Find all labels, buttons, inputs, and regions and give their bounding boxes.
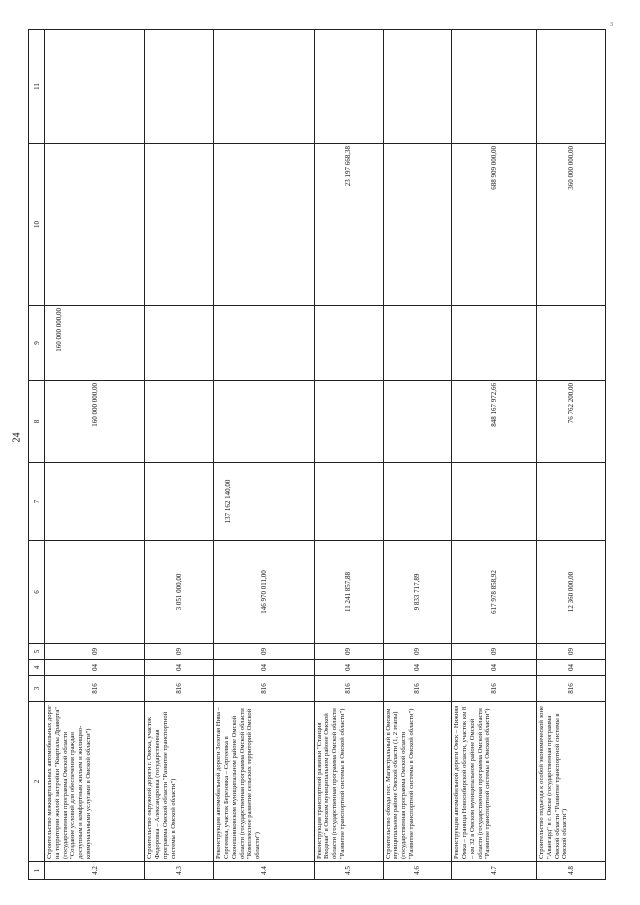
cell-col3: 816 bbox=[383, 676, 452, 702]
cell-col6: 3 051 000,00 bbox=[145, 541, 214, 644]
row-number: 4.7 bbox=[452, 862, 537, 880]
cell-col11 bbox=[452, 30, 537, 144]
row-number: 4.2 bbox=[45, 862, 145, 880]
column-header: 6 bbox=[29, 541, 45, 644]
cell-col5: 09 bbox=[145, 644, 214, 660]
page-number: 24 bbox=[11, 432, 23, 443]
cell-col11 bbox=[214, 30, 314, 144]
column-header: 3 bbox=[29, 676, 45, 702]
row-number: 4.8 bbox=[537, 862, 606, 880]
cell-col7 bbox=[314, 463, 383, 541]
row-description: Реконструкция транспортной развязки "Станция Входная" в Омском муниципальном районе Омской области (государственная программа Омской области "Развитие транспортной системы в Омской области") bbox=[314, 702, 383, 862]
cell-col8: 848 167 972,66 bbox=[452, 381, 537, 463]
table-row bbox=[452, 30, 537, 880]
table-row bbox=[45, 30, 145, 880]
column-header: 1 bbox=[29, 862, 45, 880]
cell-col5: 09 bbox=[45, 644, 145, 660]
row-number: 4.5 bbox=[314, 862, 383, 880]
cell-col7 bbox=[45, 463, 145, 541]
cell-col5: 09 bbox=[383, 644, 452, 660]
cell-col3: 816 bbox=[452, 676, 537, 702]
cell-col5: 09 bbox=[214, 644, 314, 660]
cell-col6: 9 833 717,89 bbox=[383, 541, 452, 644]
table-row bbox=[145, 30, 214, 880]
cell-col7 bbox=[145, 463, 214, 541]
row-description: Строительство окружной дороги г. Омска, участок Федоровка – Александровка (государственная программа Омской области "Развитие транспортной системы в Омской области") bbox=[145, 702, 214, 862]
cell-col3: 816 bbox=[45, 676, 145, 702]
cell-col9 bbox=[314, 306, 383, 381]
budget-table bbox=[28, 29, 606, 880]
cell-col8 bbox=[314, 381, 383, 463]
row-number: 4.3 bbox=[145, 862, 214, 880]
cell-col8 bbox=[383, 381, 452, 463]
column-header: 4 bbox=[29, 660, 45, 676]
cell-col3: 816 bbox=[537, 676, 606, 702]
cell-col11 bbox=[145, 30, 214, 144]
table-row bbox=[214, 30, 314, 880]
cell-col4: 04 bbox=[214, 660, 314, 676]
cell-col8: 160 000 000,00 bbox=[45, 381, 145, 463]
column-header: 9 bbox=[29, 306, 45, 381]
column-header: 8 bbox=[29, 381, 45, 463]
table-header-row bbox=[29, 30, 45, 880]
cell-col8 bbox=[145, 381, 214, 463]
cell-col5: 09 bbox=[452, 644, 537, 660]
cell-col7 bbox=[383, 463, 452, 541]
cell-col9: 160 000 000,00 bbox=[45, 306, 145, 381]
row-description: Реконструкция автомобильной дороги Золотая Нива – Сергеевка, участок Березовка – Сергеевка в Оконешниковском муниципальном районе Омской области (государственная программа Омской области "Комплексное развитие сельских территорий Омской области") bbox=[214, 702, 314, 862]
table-row bbox=[537, 30, 606, 880]
row-description: Реконструкция автомобильной дороги Омск – Нижняя Омка – граница Новосибирской области, участок км 8 – км 32 в Омском муниципальном районе Омской области (государственная программа Омской области "Развитие транспортной системы в Омской области") bbox=[452, 702, 537, 862]
cell-col6: 11 241 857,88 bbox=[314, 541, 383, 644]
column-header: 5 bbox=[29, 644, 45, 660]
cell-col4: 04 bbox=[314, 660, 383, 676]
cell-col6: 12 360 000,00 bbox=[537, 541, 606, 644]
cell-col5: 09 bbox=[537, 644, 606, 660]
cell-col10 bbox=[214, 144, 314, 306]
row-description: Строительство подъезда к особой экономической зоне "Авангард" в г. Омске (государственная программа Омской области "Развитие транспортной системы в Омской области") bbox=[537, 702, 606, 862]
column-header: 7 bbox=[29, 463, 45, 541]
cell-col8: 76 762 200,00 bbox=[537, 381, 606, 463]
corner-mark: 3 bbox=[610, 22, 613, 28]
cell-col3: 816 bbox=[314, 676, 383, 702]
cell-col11 bbox=[45, 30, 145, 144]
column-header: 2 bbox=[29, 702, 45, 862]
table-row bbox=[314, 30, 383, 880]
table-row bbox=[383, 30, 452, 880]
cell-col11 bbox=[537, 30, 606, 144]
cell-col4: 04 bbox=[145, 660, 214, 676]
cell-col9 bbox=[452, 306, 537, 381]
column-header: 10 bbox=[29, 144, 45, 306]
cell-col10: 688 909 000,00 bbox=[452, 144, 537, 306]
cell-col10: 23 197 668,38 bbox=[314, 144, 383, 306]
cell-col9 bbox=[145, 306, 214, 381]
cell-col9 bbox=[383, 306, 452, 381]
row-number: 4.6 bbox=[383, 862, 452, 880]
cell-col7: 137 162 140,00 bbox=[214, 463, 314, 541]
cell-col10: 360 000 000,00 bbox=[537, 144, 606, 306]
cell-col11 bbox=[314, 30, 383, 144]
cell-col9 bbox=[214, 306, 314, 381]
cell-col7 bbox=[452, 463, 537, 541]
cell-col10 bbox=[145, 144, 214, 306]
cell-col11 bbox=[383, 30, 452, 144]
cell-col4: 04 bbox=[452, 660, 537, 676]
cell-col6 bbox=[45, 541, 145, 644]
cell-col8 bbox=[214, 381, 314, 463]
cell-col4: 04 bbox=[383, 660, 452, 676]
rotated-table-container bbox=[28, 30, 606, 880]
cell-col10 bbox=[45, 144, 145, 306]
row-description: Строительство межквартальных автомобильных дорог на территории жилой застройки "Кварталы Драверта" (государственная программа Омской области "Создание условий для обеспечения граждан доступным и комфортным жильем и жилищно-коммунальными услугами в Омской области") bbox=[45, 702, 145, 862]
column-header: 11 bbox=[29, 30, 45, 144]
cell-col5: 09 bbox=[314, 644, 383, 660]
cell-col10 bbox=[383, 144, 452, 306]
cell-col6: 617 978 858,92 bbox=[452, 541, 537, 644]
row-description: Строительство обхода пос. Магистральный в Омском муниципальном районе Омской области (1, 2 этапы) (государственная программа Омской области "Развитие транспортной системы в Омской области") bbox=[383, 702, 452, 862]
row-number: 4.4 bbox=[214, 862, 314, 880]
cell-col3: 816 bbox=[214, 676, 314, 702]
cell-col6: 146 970 011,00 bbox=[214, 541, 314, 644]
cell-col9 bbox=[537, 306, 606, 381]
cell-col4: 04 bbox=[537, 660, 606, 676]
cell-col3: 816 bbox=[145, 676, 214, 702]
cell-col4: 04 bbox=[45, 660, 145, 676]
cell-col7 bbox=[537, 463, 606, 541]
